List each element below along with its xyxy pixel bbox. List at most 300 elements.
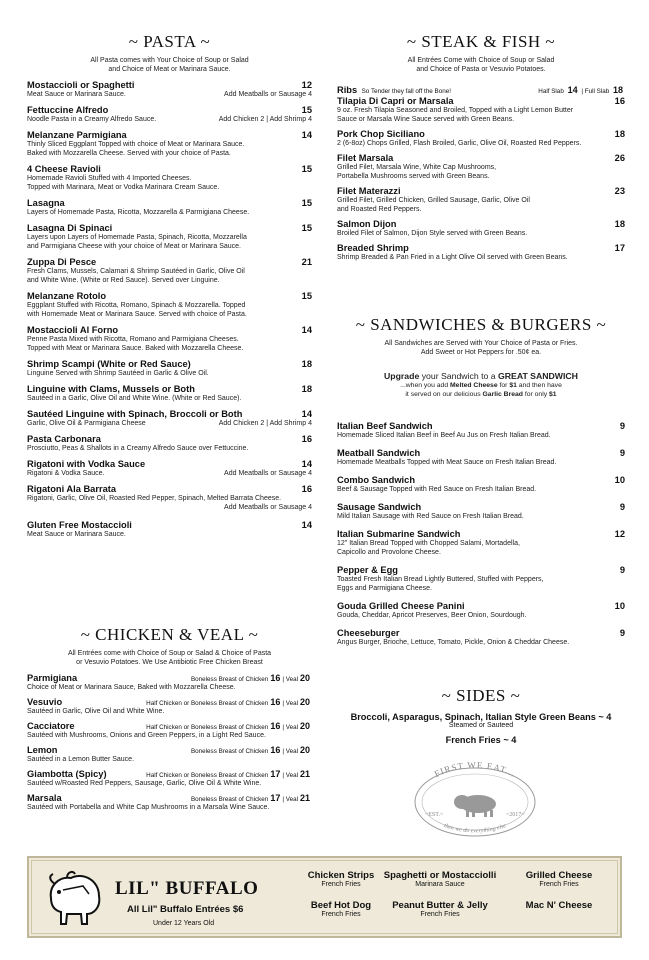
- kids-item-side: French Fries: [420, 911, 460, 918]
- sandwich-title: ~ SANDWICHES & BURGERS ~: [355, 315, 607, 334]
- item-description: [27, 183, 312, 192]
- item-price: 12: [614, 529, 625, 539]
- item-row: [337, 565, 625, 575]
- item-row: [27, 291, 312, 301]
- sandwich-subtitle-2: Add Sweet or Hot Peppers for .50¢ ea.: [420, 349, 542, 356]
- sides-line-1-sub: Steamed or Sauteed: [448, 722, 514, 729]
- veal-price: 21: [299, 769, 310, 779]
- item-description: [27, 394, 312, 403]
- item-description: [27, 140, 312, 149]
- steak-subtitle-2: and Choice of Pasta or Vesuvio Potatoes.: [416, 66, 546, 73]
- item-description: [27, 444, 312, 453]
- item-name: Lemon: [27, 745, 58, 755]
- veal-price: 21: [299, 793, 310, 803]
- menu-item-pasta: [27, 105, 312, 124]
- item-price: 15: [301, 164, 312, 174]
- item-description: [27, 90, 312, 99]
- item-name: Linguine with Clams, Mussels or Both: [27, 384, 195, 394]
- item-price: 14: [301, 459, 312, 469]
- item-name: Gluten Free Mostaccioli: [27, 520, 132, 530]
- item-row: [27, 769, 312, 779]
- upgrade-note: [337, 371, 625, 399]
- item-description: Gouda, Cheddar, Apricot Preserves, Beer Onion, Sourdough.: [337, 612, 527, 619]
- menu-item-pasta: [27, 257, 312, 285]
- menu-item-pasta: [27, 384, 312, 403]
- item-description: Sautéed in a Lemon Butter Sauce.: [27, 756, 135, 763]
- item-name: Rigatoni Ala Barrata: [27, 484, 117, 494]
- item-name: Breaded Shrimp: [337, 243, 409, 253]
- sides-section: [337, 686, 625, 745]
- sides-line-2: French Fries ~ 4: [445, 735, 517, 745]
- item-description: Sautéed in Garlic, Olive Oil and White Wine.: [27, 708, 165, 715]
- item-row: [337, 601, 625, 611]
- item-price: 14: [301, 130, 312, 140]
- chicken-price: 17: [270, 769, 281, 779]
- pasta-subtitle-2: and Choice of Meat or Marinara Sauce.: [108, 66, 231, 73]
- item-description: [27, 149, 312, 158]
- item-price: 14: [301, 325, 312, 335]
- stamp-top-text: FIRST WE EAT...: [432, 760, 518, 780]
- item-row: [27, 745, 312, 755]
- item-name: Melanzane Parmigiana: [27, 130, 127, 140]
- kids-item-name: Chicken Strips: [307, 870, 375, 881]
- item-name: Combo Sandwich: [337, 475, 415, 485]
- item-row: [27, 325, 312, 335]
- item-name: Sausage Sandwich: [337, 502, 422, 512]
- kids-logo: LIL" BUFFALO: [115, 878, 259, 899]
- item-price: 15: [301, 223, 312, 233]
- item-row: [337, 421, 625, 431]
- item-row: [27, 673, 312, 683]
- item-row: [27, 105, 312, 115]
- item-description: Capicollo and Provolone Cheese.: [337, 549, 441, 556]
- item-description: Angus Burger, Brioche, Lettuce, Tomato, Pickle, Onion & Cheddar Cheese.: [337, 639, 570, 646]
- item-description: 2 (6-8oz) Chops Grilled, Flash Broiled, Garlic, Olive Oil, Roasted Red Peppers.: [337, 140, 582, 147]
- item-price: 18: [614, 129, 625, 139]
- item-price: 10: [614, 475, 625, 485]
- item-row: [337, 219, 625, 229]
- menu-item-chicken: [27, 673, 312, 692]
- chicken-price: 17: [270, 793, 281, 803]
- item-name: Meatball Sandwich: [337, 448, 421, 458]
- item-description: [27, 276, 312, 285]
- item-description-text: with Homemade Meat or Marinara Sauce. Served with choice of Pasta.: [27, 311, 247, 318]
- item-description: [27, 208, 312, 217]
- menu-item-pasta: [27, 520, 312, 539]
- item-description-text: Meat Sauce or Marinara Sauce.: [27, 91, 126, 98]
- kids-item-name: Mac N' Cheese: [525, 900, 593, 911]
- chicken-price: 16: [270, 697, 281, 707]
- upgrade-sub-h: for only: [522, 391, 550, 398]
- item-description-text: Homemade Ravioli Stuffed with 4 Imported Cheeses.: [27, 175, 192, 182]
- kids-item-side: French Fries: [539, 881, 579, 888]
- item-price: 10: [614, 601, 625, 611]
- pasta-subtitle-1: All Pasta comes with Your Choice of Soup or Salad: [90, 57, 249, 64]
- item-row: [27, 484, 312, 494]
- item-addon: Add Chicken 2 | Add Shrimp 4: [218, 116, 312, 123]
- item-row: [27, 164, 312, 174]
- kids-item-name: Spaghetti or Mostacciolli: [383, 870, 497, 881]
- menu-item-pasta: [27, 291, 312, 319]
- item-price: 17: [614, 243, 625, 253]
- veal-label: Veal: [285, 772, 298, 779]
- item-name: Filet Materazzi: [337, 186, 401, 196]
- veal-label: Veal: [285, 676, 298, 683]
- menu-item-sandwich: [337, 565, 625, 593]
- item-description-text: Topped with Meat or Marinara Sauce. Baked with Mozzarella Cheese.: [27, 345, 244, 352]
- item-description-text: and White Wine. (White or Red Sauce). Served over Linguine.: [27, 277, 220, 284]
- item-row: [27, 130, 312, 140]
- item-row: [337, 186, 625, 196]
- sandwich-subtitle-1: All Sandwiches are Served with Your Choice of Pasta or Fries.: [384, 340, 578, 347]
- item-row: [337, 243, 625, 253]
- item-description: [27, 530, 312, 539]
- svg-text:FIRST WE EAT...: [433, 760, 518, 779]
- item-price: 14: [301, 409, 312, 419]
- svg-text:then we do everything else: [443, 823, 507, 834]
- item-price: 9: [619, 421, 625, 431]
- item-row: [337, 475, 625, 485]
- item-description: Choice of Meat or Marinara Sauce, Baked with Mozzarella Cheese.: [27, 684, 236, 691]
- item-description: Homemade Meatballs Topped with Meat Sauce on Fresh Italian Bread.: [337, 459, 557, 466]
- item-description: Shrimp Breaded & Pan Fried in a Light Olive Oil served with Green Beans.: [337, 254, 568, 261]
- kids-item-side: French Fries: [321, 911, 361, 918]
- kids-tagline: All Lil" Buffalo Entrées $6: [127, 904, 244, 915]
- item-name: Mostaccioli or Spaghetti: [27, 80, 135, 90]
- item-name: Lasagna: [27, 198, 65, 208]
- item-row: [27, 359, 312, 369]
- item-prices: Boneless Breast of Chicken 17 | Veal 21: [190, 793, 310, 803]
- item-price: 9: [619, 628, 625, 638]
- item-price: 16: [301, 484, 312, 494]
- full-slab-price: 18: [612, 85, 623, 95]
- item-description: Beef & Sausage Topped with Red Sauce on Fresh Italian Bread.: [337, 486, 537, 493]
- upgrade-sub-c: for: [497, 382, 510, 389]
- menu-item-pasta: [27, 164, 312, 192]
- item-description: Mild Italian Sausage with Red Sauce on Fresh Italian Bread.: [337, 513, 524, 520]
- kids-item: [509, 900, 609, 911]
- veal-label: Veal: [285, 748, 298, 755]
- item-description-text: Thinly Sliced Eggplant Topped with choice of Meat or Marinara Sauce.: [27, 141, 245, 148]
- item-description: [27, 335, 312, 344]
- item-name: Pasta Carbonara: [27, 434, 101, 444]
- item-price: 15: [301, 291, 312, 301]
- item-description-text: Fresh Clams, Mussels, Calamari & Shrimp Sautéed in Garlic, Olive Oil: [27, 268, 245, 275]
- item-description: [27, 419, 312, 428]
- menu-item-pasta: [27, 198, 312, 217]
- chicken-option: Half Chicken or Boneless Breast of Chicken: [146, 772, 269, 779]
- item-name: Gouda Grilled Cheese Panini: [337, 601, 465, 611]
- item-description-text: and Parmigiana Cheese with your choice of Meat or Marinara Sauce.: [27, 243, 241, 250]
- menu-item-steak: [337, 153, 625, 181]
- item-price: 15: [301, 105, 312, 115]
- item-description-text: Eggplant Stuffed with Ricotta, Romano, Spinach & Mozzarella. Topped: [27, 302, 246, 309]
- item-description-text: Meat Sauce or Marinara Sauce.: [27, 531, 126, 538]
- stamp-bottom-text: then we do everything else: [442, 822, 508, 835]
- item-description: Homemade Sliced Italian Beef in Beef Au Jus on Fresh Italian Bread.: [337, 432, 551, 439]
- item-description-text: Linguine Served with Shrimp Sautéed in Garlic & Olive Oil.: [27, 370, 209, 377]
- item-name: Tilapia Di Capri or Marsala: [337, 96, 454, 106]
- item-description: and Roasted Red Peppers.: [337, 206, 422, 213]
- item-description-text: Rigatoni & Vodka Sauce.: [27, 470, 105, 477]
- item-description: Toasted Fresh Italian Bread Lightly Buttered, Stuffed with Peppers,: [337, 576, 544, 583]
- chicken-option: Boneless Breast of Chicken: [190, 748, 269, 755]
- item-description-text: Sautéed in a Garlic, Olive Oil and White Wine. (White or Red Sauce).: [27, 395, 242, 402]
- item-price: 15: [301, 198, 312, 208]
- chicken-price: 16: [270, 745, 281, 755]
- item-description-text: Penne Pasta Mixed with Ricotta, Romano and Parmigiana Cheeses.: [27, 336, 239, 343]
- item-prices: Boneless Breast of Chicken 16 | Veal 20: [190, 673, 310, 683]
- item-description: Sautéed w/Roasted Red Peppers, Sausage, Garlic, Olive Oil & White Wine.: [27, 780, 262, 787]
- menu-item-pasta: [27, 409, 312, 428]
- menu-item-pasta: [27, 80, 312, 99]
- stamp-est: ~EST.~: [425, 812, 444, 818]
- item-name: Lasagna Di Spinaci: [27, 223, 113, 233]
- menu-item-pasta: [27, 484, 312, 512]
- item-price: 18: [301, 384, 312, 394]
- item-price: 18: [614, 219, 625, 229]
- menu-item-sandwich: [337, 448, 625, 467]
- item-description: [27, 310, 312, 319]
- upgrade-sub-d: $1: [509, 382, 517, 389]
- chicken-price: 16: [270, 721, 281, 731]
- menu-item-sandwich: [337, 601, 625, 620]
- chicken-price: 16: [270, 673, 281, 683]
- chicken-subtitle-2: or Vesuvio Potatoes. We Use Antibiotic Free Chicken Breast: [76, 659, 263, 666]
- menu-item-steak: [337, 129, 625, 148]
- item-description: [27, 369, 312, 378]
- half-slab-price: 14: [567, 85, 578, 95]
- stamp-year: ~2017~: [506, 812, 525, 818]
- pasta-section: [27, 32, 312, 74]
- item-prices: Boneless Breast of Chicken 16 | Veal 20: [190, 745, 310, 755]
- upgrade-sub-f: it served on our delicious: [405, 391, 483, 398]
- item-row: [27, 384, 312, 394]
- kids-item: [509, 870, 609, 888]
- item-description: [27, 242, 312, 251]
- item-addon: Add Meatballs or Sausage 4: [224, 91, 312, 98]
- menu-item-pasta: [27, 434, 312, 453]
- item-row: [27, 697, 312, 707]
- item-description: 12" Italian Bread Topped with Chopped Salami, Mortadella,: [337, 540, 520, 547]
- item-description: [27, 233, 312, 242]
- sides-line-1: Broccoli, Asparagus, Spinach, Italian Style Green Beans ~ 4: [350, 712, 612, 722]
- item-name: Fettuccine Alfredo: [27, 105, 109, 115]
- item-price: 9: [619, 502, 625, 512]
- item-row: [27, 520, 312, 530]
- item-description: Broiled Filet of Salmon, Dijon Style served with Green Beans.: [337, 230, 528, 237]
- chicken-subtitle-1: All Entrées come with Choice of Soup or Salad & Choice of Pasta: [67, 650, 272, 657]
- chicken-option: Boneless Breast of Chicken: [190, 676, 269, 683]
- upgrade-sub-a: ...when you add: [400, 382, 450, 389]
- kids-item-name: Peanut Butter & Jelly: [392, 900, 488, 911]
- item-name: Shrimp Scampi (White or Red Sauce): [27, 359, 191, 369]
- veal-label: Veal: [285, 724, 298, 731]
- steak-title: ~ STEAK & FISH ~: [406, 32, 556, 51]
- item-price: 16: [614, 96, 625, 106]
- item-description-text: Noodle Pasta in a Creamy Alfredo Sauce.: [27, 116, 157, 123]
- item-name: Vesuvio: [27, 697, 63, 707]
- kids-item: [375, 900, 505, 918]
- item-row: [27, 223, 312, 233]
- item-row: [337, 96, 625, 106]
- item-row: [337, 129, 625, 139]
- item-description: Portabella Mushrooms served with Green Beans.: [337, 173, 490, 180]
- item-description-text: Topped with Marinara, Meat or Vodka Marinara Cream Sauce.: [27, 184, 220, 191]
- kids-item-side: French Fries: [321, 881, 361, 888]
- item-description: [27, 469, 312, 478]
- item-price: 9: [619, 565, 625, 575]
- veal-price: 20: [299, 673, 310, 683]
- steak-subtitle-1: All Entrées Come with Choice of Soup or Salad: [407, 57, 555, 64]
- menu-item-sandwich: [337, 502, 625, 521]
- first-we-eat-stamp: [400, 760, 550, 840]
- menu-item-chicken: [27, 697, 312, 716]
- menu-item-pasta: [27, 359, 312, 378]
- item-description: 9 oz. Fresh Tilapia Seasoned and Broiled, Topped with a Light Lemon Butter: [337, 107, 574, 114]
- item-name: Italian Beef Sandwich: [337, 421, 433, 431]
- item-name: Pork Chop Siciliano: [337, 129, 425, 139]
- item-description: [27, 301, 312, 310]
- upgrade-text: your Sandwich to a: [419, 371, 498, 381]
- item-price: 12: [301, 80, 312, 90]
- menu-item-ribs: Ribs So Tender they fall off the Bone! Half Slab 14 | Full Slab 18: [337, 85, 623, 95]
- item-row: [27, 459, 312, 469]
- menu-item-pasta: [27, 223, 312, 251]
- menu-item-steak: [337, 219, 625, 238]
- chicken-option: Half Chicken or Boneless Breast of Chicken: [146, 700, 269, 707]
- menu-item-steak: [337, 243, 625, 262]
- upgrade-word: Upgrade: [384, 371, 420, 381]
- item-name: Pepper & Egg: [337, 565, 398, 575]
- item-name: Salmon Dijon: [337, 219, 397, 229]
- item-row: [27, 721, 312, 731]
- kids-menu-banner: [27, 856, 622, 938]
- item-name: Mostaccioli Al Forno: [27, 325, 119, 335]
- item-description-text: Layers upon Layers of Homemade Pasta, Spinach, Ricotta, Mozzarella: [27, 234, 247, 241]
- item-prices: Half Chicken or Boneless Breast of Chicken 16 | Veal 20: [146, 697, 310, 707]
- item-description: Sautéed with Portabella and White Cap Mushrooms in a Marsala Wine Sauce.: [27, 804, 270, 811]
- item-name: Melanzane Rotolo: [27, 291, 107, 301]
- sides-title: ~ SIDES ~: [441, 686, 521, 705]
- item-description-text: Prosciutto, Peas & Shallots in a Creamy Alfredo Sauce over Fettuccine.: [27, 445, 249, 452]
- item-prices: Half Chicken or Boneless Breast of Chicken 16 | Veal 20: [146, 721, 310, 731]
- item-name: Cacciatore: [27, 721, 75, 731]
- sandwich-section: [337, 315, 625, 357]
- pasta-title: ~ PASTA ~: [128, 32, 211, 51]
- item-name: Sautéed Linguine with Spinach, Broccoli or Both: [27, 409, 243, 419]
- item-description: [27, 494, 312, 503]
- menu-item-pasta: [27, 459, 312, 478]
- upgrade-sub-i: $1: [549, 391, 557, 398]
- menu-item-sandwich: [337, 421, 625, 440]
- item-price: 16: [301, 434, 312, 444]
- buffalo-icon: [454, 795, 496, 817]
- upgrade-sub-b: Melted Cheese: [450, 382, 498, 389]
- item-description: Grilled Filet, Marsala Wine, White Cap Mushrooms,: [337, 164, 497, 171]
- menu-item-sandwich: [337, 475, 625, 494]
- item-row: [27, 409, 312, 419]
- item-description: [27, 267, 312, 276]
- menu-item-chicken: [27, 721, 312, 740]
- item-description-text: Rigatoni, Garlic, Olive Oil, Roasted Red Pepper, Spinach, Melted Barrata Cheese.: [27, 495, 282, 502]
- item-addon: Add Chicken 2 | Add Shrimp 4: [218, 420, 312, 427]
- veal-price: 20: [299, 697, 310, 707]
- item-price: 21: [301, 257, 312, 267]
- pasta-list: [27, 80, 312, 545]
- item-description-text: Garlic, Olive Oil & Parmigiana Cheese: [27, 420, 146, 427]
- item-row: [27, 257, 312, 267]
- item-price: 18: [301, 359, 312, 369]
- full-slab-label: Full Slab: [584, 88, 610, 95]
- chicken-option: Half Chicken or Boneless Breast of Chicken: [146, 724, 269, 731]
- item-row: [337, 502, 625, 512]
- menu-item-steak: [337, 96, 625, 124]
- upgrade-sub-e: and then have: [516, 382, 562, 389]
- chicken-list: [27, 673, 312, 817]
- sandwich-list: [337, 421, 625, 655]
- item-description: [27, 115, 312, 124]
- menu-item-pasta: [27, 130, 312, 158]
- upgrade-sub-g: Garlic Bread: [482, 391, 523, 398]
- item-description: [27, 174, 312, 183]
- item-description: Sautéed with Mushrooms, Onions and Green Peppers, in a Light Red Sauce.: [27, 732, 266, 739]
- item-row: [337, 628, 625, 638]
- menu-item-sandwich: [337, 529, 625, 557]
- half-slab-label: Half Slab: [538, 88, 564, 95]
- veal-label: Veal: [285, 796, 298, 803]
- item-row: [27, 198, 312, 208]
- item-price: 23: [614, 186, 625, 196]
- item-name: Filet Marsala: [337, 153, 394, 163]
- item-description: Grilled Filet, Grilled Chicken, Grilled Sausage, Garlic, Olive Oil: [337, 197, 530, 204]
- item-row: [337, 448, 625, 458]
- veal-price: 20: [299, 745, 310, 755]
- chicken-title: ~ CHICKEN & VEAL ~: [80, 625, 259, 644]
- upgrade-great: GREAT SANDWICH: [498, 371, 578, 381]
- menu-item-chicken: [27, 793, 312, 812]
- item-name: Italian Submarine Sandwich: [337, 529, 461, 539]
- kids-item-name: Grilled Cheese: [525, 870, 593, 881]
- kids-item-name: Beef Hot Dog: [310, 900, 372, 911]
- item-addon: Add Meatballs or Sausage 4: [224, 470, 312, 477]
- item-name: Rigatoni with Vodka Sauce: [27, 459, 146, 469]
- menu-item-steak: [337, 186, 625, 214]
- veal-label: Veal: [285, 700, 298, 707]
- steak-list: [337, 96, 625, 267]
- menu-item-chicken: [27, 745, 312, 764]
- item-description: [27, 344, 312, 353]
- item-name: Marsala: [27, 793, 62, 803]
- item-description: Eggs and Parmigiana Cheese.: [337, 585, 432, 592]
- item-row: [337, 153, 625, 163]
- item-name: Zuppa Di Pesce: [27, 257, 97, 267]
- item-description: Sauce or Marsala Wine Sauce served with Green Beans.: [337, 116, 515, 123]
- item-row: [337, 529, 625, 539]
- kids-age: Under 12 Years Old: [153, 920, 215, 927]
- item-addon: Add Meatballs or Sausage 4: [224, 504, 312, 511]
- ribs-note: So Tender they fall off the Bone!: [361, 88, 451, 95]
- item-name: Parmigiana: [27, 673, 78, 683]
- item-row: [27, 80, 312, 90]
- item-name: Giambotta (Spicy): [27, 769, 107, 779]
- item-price: 9: [619, 448, 625, 458]
- item-description-text: Baked with Mozzarella Cheese. Served with your choice of Pasta.: [27, 150, 231, 157]
- item-price: 26: [614, 153, 625, 163]
- item-row: [27, 793, 312, 803]
- menu-item-sandwich: [337, 628, 625, 647]
- kids-item-side: Marinara Sauce: [415, 881, 465, 888]
